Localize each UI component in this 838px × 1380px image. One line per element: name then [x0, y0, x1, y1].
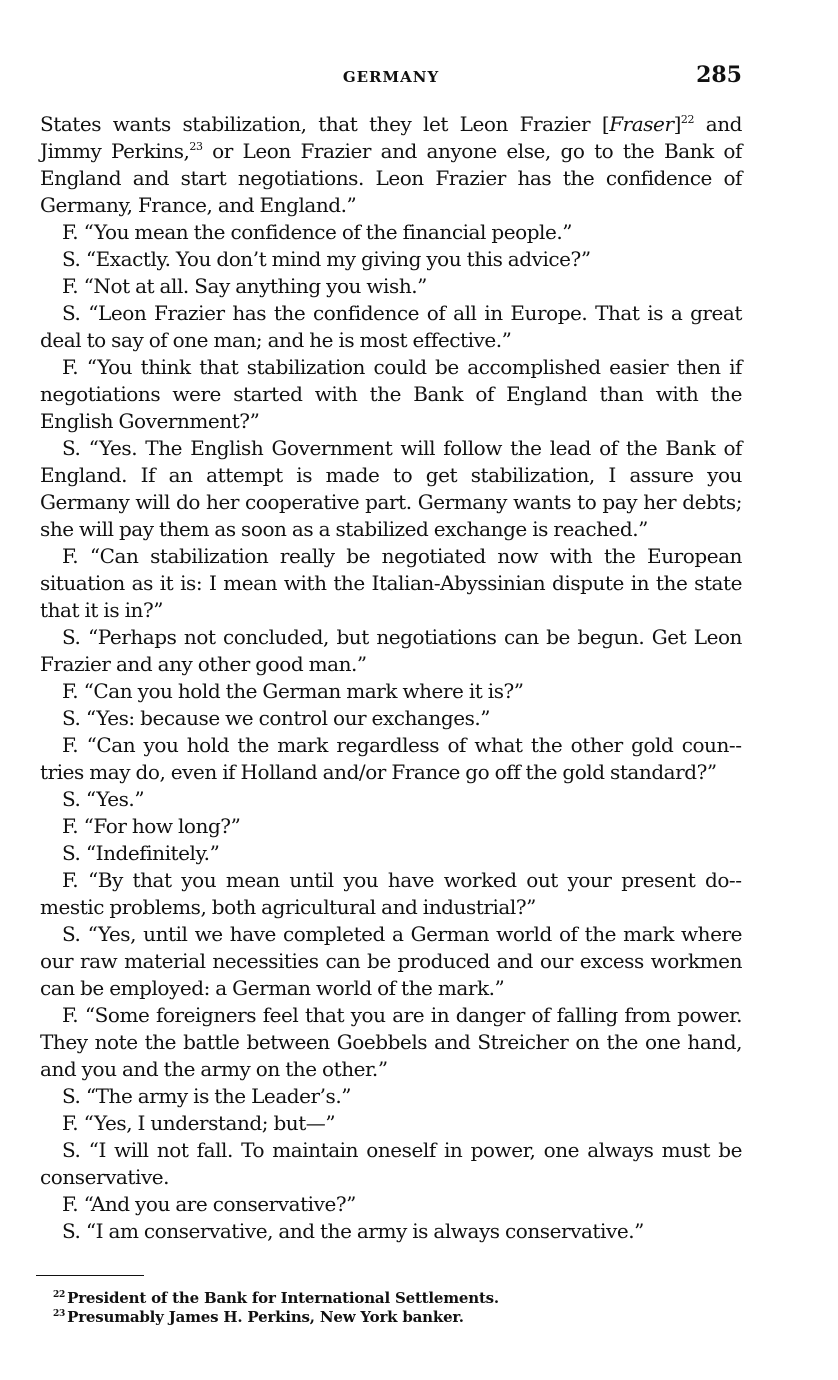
paragraph-text: “Yes. The English Government will follow the lead of the Bank of England. If an attempt is made to get stabilization, I assure you Germany will do her cooperative part. Germany wants to pay her debts; she will pay them as soon as a stabilized exchange is reached.” [40, 436, 742, 541]
speaker-label: F. [62, 544, 79, 568]
speaker-label: F. [62, 355, 79, 379]
paragraph-text: “Not at all. Say anything you wish.” [83, 274, 427, 298]
speaker-label: S. [62, 841, 81, 865]
paragraph-text: “I am conservative, and the army is always conservative.” [85, 1219, 644, 1243]
running-head [40, 62, 742, 92]
paragraph-text: “You think that stabilization could be accomplished easier then if negotiations were started with the Bank of England than with the English Government?” [40, 355, 742, 433]
dialogue-paragraph [40, 705, 742, 732]
speaker-label: S. [62, 1138, 81, 1162]
footnote-reference: 23 [189, 140, 203, 153]
paragraph-text: “Some foreigners feel that you are in danger of falling from power. They note the battle between Goebbels and Streicher on the one hand, and you and the army on the other.” [40, 1003, 742, 1081]
paragraph-text: “You mean the confidence of the financial people.” [83, 220, 573, 244]
paragraph-text: or Leon Frazier and anyone else, go to the Bank of England and start negotiations. Leon Frazier has the confidence of Germany, France, and England.” [40, 139, 742, 217]
paragraph-text: “Yes, until we have completed a German world of the mark where our raw material necessities can be produced and our excess workmen can be employed: a German world of the mark.” [40, 922, 742, 1000]
dialogue-paragraph [40, 786, 742, 813]
paragraph-text: States wants stabilization, that they let Leon Frazier [ [40, 112, 610, 136]
body-text [40, 111, 742, 1245]
speaker-label: S. [62, 436, 81, 460]
dialogue-paragraph [40, 246, 742, 273]
dialogue-paragraph [40, 273, 742, 300]
dialogue-paragraph [40, 678, 742, 705]
paragraph-text: “Can stabilization really be negotiated now with the European situation as it is: I mean with the Italian-Abyssinian dispute in the state that it is in?” [40, 544, 742, 622]
paragraph-text: “Can you hold the German mark where it is?” [83, 679, 524, 703]
page-number: 285 [696, 62, 742, 88]
paragraph-text: “Perhaps not concluded, but negotiations can be begun. Get Leon Frazier and any other good man.” [40, 625, 742, 676]
paragraph-text: “I will not fall. To maintain oneself in power, one always must be conservative. [40, 1138, 742, 1189]
italic-text: Fraser [609, 112, 674, 136]
dialogue-paragraph [40, 1002, 742, 1083]
dialogue-paragraph [40, 813, 742, 840]
paragraph-text: “For how long?” [83, 814, 241, 838]
footnote-text: President of the Bank for International Settlements. [67, 1289, 499, 1307]
footnotes [53, 1289, 743, 1327]
speaker-label: S. [62, 301, 81, 325]
speaker-label: F. [62, 1192, 79, 1216]
dialogue-paragraph [40, 300, 742, 354]
running-title: GERMANY [342, 68, 440, 86]
paragraph-text: “By that you mean until you have worked out your present do-mestic problems, both agricultural and industrial?” [40, 868, 742, 919]
dialogue-paragraph [40, 543, 742, 624]
dialogue-paragraph [40, 354, 742, 435]
speaker-label: F. [62, 814, 79, 838]
dialogue-paragraph [40, 219, 742, 246]
paragraph-text: “Can you hold the mark regardless of what the other gold coun-tries may do, even if Holland and/or France go off the gold standard?” [40, 733, 742, 784]
footnote-divider [36, 1275, 144, 1276]
speaker-label: F. [62, 733, 79, 757]
paragraph-text: “Exactly. You don’t mind my giving you this advice?” [85, 247, 591, 271]
speaker-label: F. [62, 1111, 79, 1135]
paragraph-text: “Leon Frazier has the confidence of all in Europe. That is a great deal to say of one man; and he is most effective.” [40, 301, 742, 352]
footnote-reference: 22 [680, 113, 695, 126]
speaker-label: F. [62, 1003, 79, 1027]
paragraph-text: ] [673, 112, 681, 136]
speaker-label: S. [62, 1219, 81, 1243]
paragraph-text: “Yes, I understand; but—” [83, 1111, 336, 1135]
paragraph-text: and Jimmy Perkins, [40, 112, 742, 163]
speaker-label: F. [62, 220, 79, 244]
dialogue-paragraph [40, 1218, 742, 1245]
speaker-label: S. [62, 625, 81, 649]
speaker-label: F. [62, 274, 79, 298]
dialogue-paragraph [40, 867, 742, 921]
dialogue-paragraph [40, 624, 742, 678]
dialogue-paragraph [40, 1191, 742, 1218]
footnote-number: 23 [53, 1309, 66, 1319]
speaker-label: F. [62, 868, 79, 892]
paragraph-text: “Yes: because we control our exchanges.” [85, 706, 491, 730]
footnote [53, 1308, 743, 1327]
speaker-label: S. [62, 247, 81, 271]
footnote [53, 1289, 743, 1308]
dialogue-paragraph [40, 1137, 742, 1191]
dialogue-paragraph [40, 921, 742, 1002]
speaker-label: S. [62, 787, 81, 811]
speaker-label: S. [62, 922, 81, 946]
paragraph-text: “Yes.” [85, 787, 145, 811]
paragraph-text: “The army is the Leader’s.” [85, 1084, 352, 1108]
paragraph-text: “Indefinitely.” [85, 841, 220, 865]
speaker-label: S. [62, 1084, 81, 1108]
speaker-label: F. [62, 679, 79, 703]
footnote-text: Presumably James H. Perkins, New York banker. [67, 1308, 464, 1326]
dialogue-paragraph [40, 840, 742, 867]
paragraph-text: “And you are conservative?” [83, 1192, 356, 1216]
dialogue-paragraph [40, 732, 742, 786]
footnote-number: 22 [53, 1290, 66, 1300]
dialogue-paragraph [40, 435, 742, 543]
dialogue-paragraph [40, 1083, 742, 1110]
speaker-label: S. [62, 706, 81, 730]
dialogue-paragraph [40, 111, 742, 219]
dialogue-paragraph [40, 1110, 742, 1137]
